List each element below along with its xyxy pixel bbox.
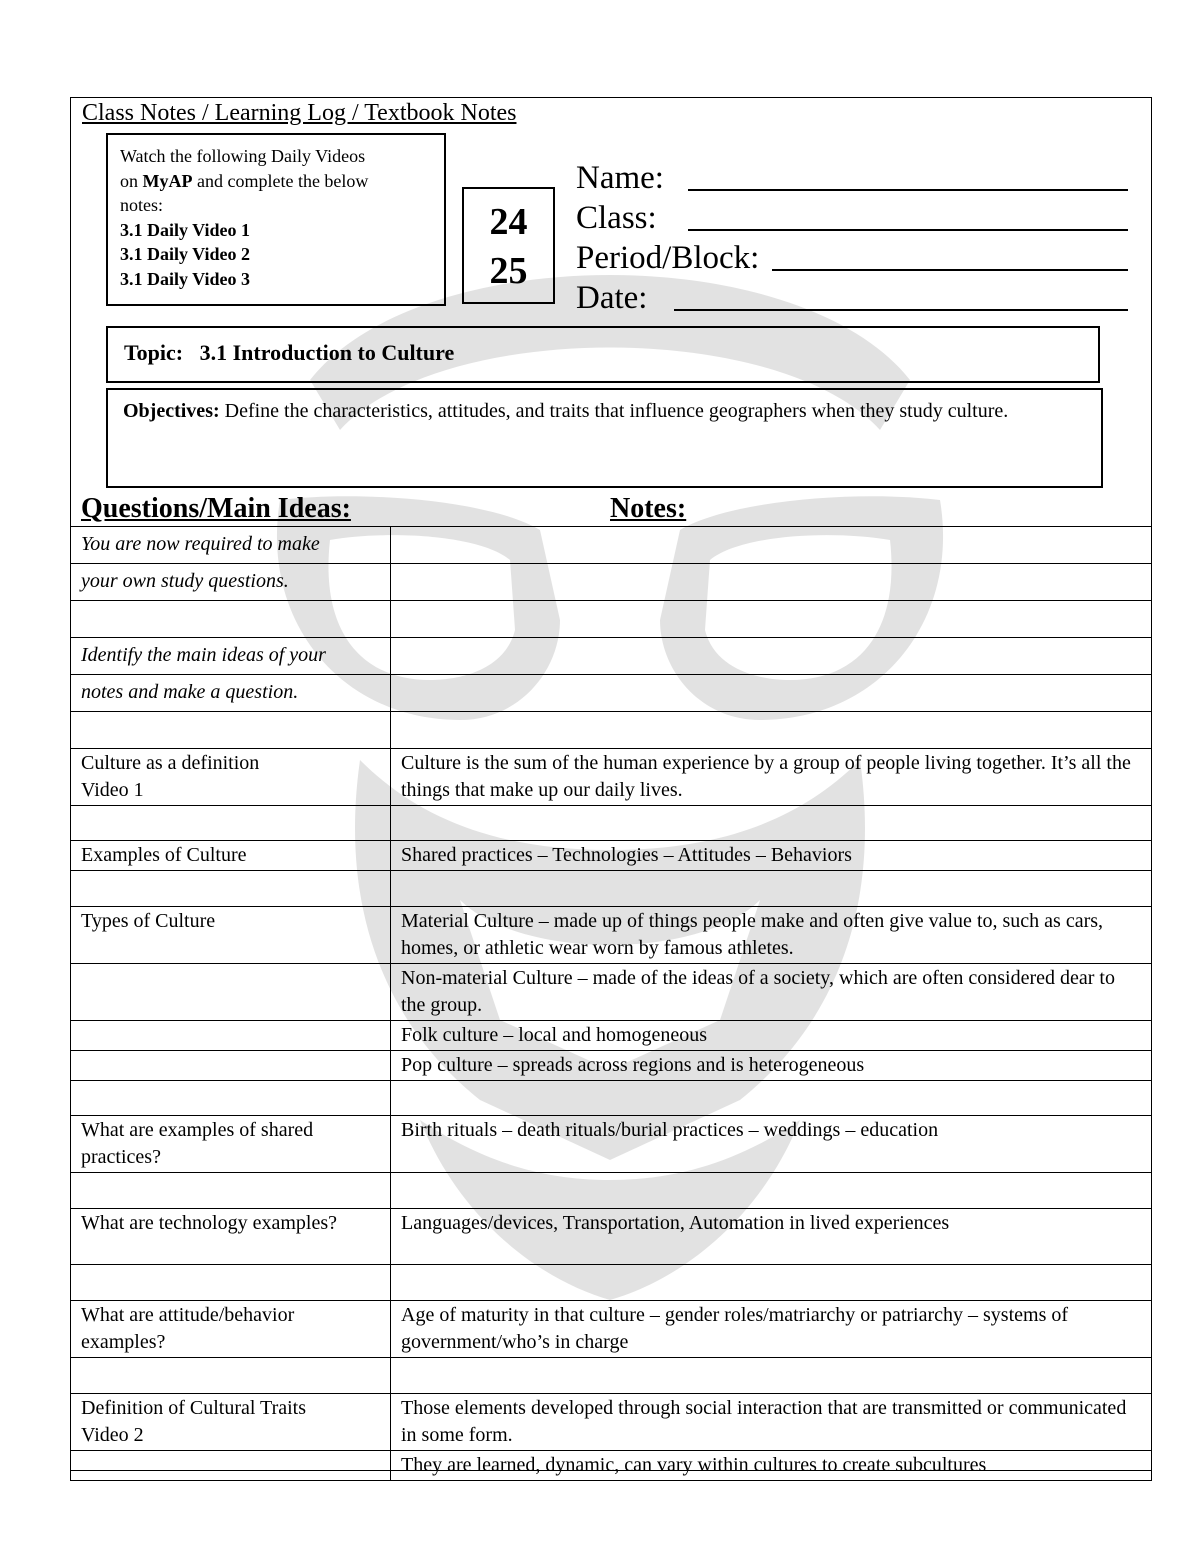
date-blank-line[interactable] bbox=[674, 309, 1128, 311]
notes-cell[interactable] bbox=[391, 527, 1152, 564]
question-cell[interactable] bbox=[71, 712, 391, 749]
name-label: Name: bbox=[576, 160, 664, 196]
date-label: Date: bbox=[576, 280, 648, 316]
objectives-text: Define the characteristics, attitudes, and traits that influence geographers when they study culture. bbox=[219, 400, 1009, 422]
question-cell[interactable] bbox=[71, 1021, 391, 1051]
table-row bbox=[71, 601, 1152, 638]
question-cell[interactable] bbox=[71, 1265, 391, 1301]
notes-cell[interactable]: Birth rituals – death rituals/burial practices – weddings – education bbox=[391, 1116, 1152, 1173]
notes-cell[interactable]: Age of maturity in that culture – gender roles/matriarchy or patriarchy – systems of government/who’s in charge bbox=[391, 1301, 1152, 1358]
year-end: 25 bbox=[489, 250, 528, 292]
table-row bbox=[71, 1116, 1152, 1173]
notes-cell[interactable]: Non-material Culture – made of the ideas of a society, which are often considered dear to the group. bbox=[391, 964, 1152, 1021]
table-row bbox=[71, 1451, 1152, 1481]
class-label: Class: bbox=[576, 200, 657, 236]
table-row bbox=[71, 1209, 1152, 1265]
table-row bbox=[71, 527, 1152, 564]
question-cell[interactable] bbox=[71, 1051, 391, 1081]
questions-column-heading: Questions/Main Ideas: bbox=[81, 493, 351, 524]
notes-cell[interactable]: Pop culture – spreads across regions and is heterogeneous bbox=[391, 1051, 1152, 1081]
notes-cell[interactable] bbox=[391, 564, 1152, 601]
question-cell[interactable] bbox=[71, 601, 391, 638]
period-blank-line[interactable] bbox=[772, 269, 1128, 271]
question-cell[interactable]: Types of Culture bbox=[71, 907, 391, 964]
table-row bbox=[71, 1173, 1152, 1209]
class-blank-line[interactable] bbox=[688, 229, 1128, 231]
notes-cell[interactable] bbox=[391, 1358, 1152, 1394]
table-row bbox=[71, 638, 1152, 675]
question-cell[interactable] bbox=[71, 1358, 391, 1394]
school-year-box bbox=[462, 187, 555, 304]
question-cell[interactable] bbox=[71, 1173, 391, 1209]
table-row bbox=[71, 907, 1152, 964]
notes-cell[interactable] bbox=[391, 1265, 1152, 1301]
table-row bbox=[71, 749, 1152, 806]
notes-cell[interactable] bbox=[391, 1173, 1152, 1209]
question-cell[interactable]: Identify the main ideas of your bbox=[71, 638, 391, 675]
table-row bbox=[71, 1301, 1152, 1358]
question-cell[interactable] bbox=[71, 964, 391, 1021]
notes-cell[interactable] bbox=[391, 871, 1152, 907]
notes-cell[interactable]: They are learned, dynamic, can vary within cultures to create subcultures bbox=[391, 1451, 1152, 1481]
cornell-notes-table bbox=[70, 526, 1152, 1481]
table-row bbox=[71, 1051, 1152, 1081]
question-cell[interactable]: What are examples of shared practices? bbox=[71, 1116, 391, 1173]
notes-cell[interactable]: Those elements developed through social interaction that are transmitted or communicated in some form. bbox=[391, 1394, 1152, 1451]
name-blank-line[interactable] bbox=[688, 189, 1128, 191]
question-cell[interactable]: What are technology examples? bbox=[71, 1209, 391, 1265]
question-cell[interactable] bbox=[71, 871, 391, 907]
table-row bbox=[71, 806, 1152, 841]
objectives-box bbox=[106, 388, 1103, 488]
video-item: 3.1 Daily Video 2 bbox=[120, 244, 251, 264]
table-row bbox=[71, 841, 1152, 871]
question-cell[interactable]: You are now required to make bbox=[71, 527, 391, 564]
notes-cell[interactable]: Culture is the sum of the human experience by a group of people living together. It’s all the things that make up our daily lives. bbox=[391, 749, 1152, 806]
table-row bbox=[71, 712, 1152, 749]
notes-cell[interactable] bbox=[391, 712, 1152, 749]
table-row bbox=[71, 675, 1152, 712]
topic-value: 3.1 Introduction to Culture bbox=[199, 340, 455, 365]
video-instructions-box bbox=[106, 133, 446, 306]
question-cell[interactable]: Definition of Cultural Traits Video 2 bbox=[71, 1394, 391, 1451]
notes-cell[interactable]: Folk culture – local and homogeneous bbox=[391, 1021, 1152, 1051]
notes-column-heading: Notes: bbox=[610, 493, 687, 524]
question-cell[interactable] bbox=[71, 806, 391, 841]
video-item: 3.1 Daily Video 3 bbox=[120, 268, 251, 289]
question-cell[interactable]: your own study questions. bbox=[71, 564, 391, 601]
video-instructions-line: notes: bbox=[120, 195, 163, 215]
topic-box bbox=[106, 326, 1100, 383]
table-row bbox=[71, 871, 1152, 907]
name-field-row[interactable] bbox=[576, 157, 1128, 197]
question-cell[interactable]: Examples of Culture bbox=[71, 841, 391, 871]
notes-cell[interactable] bbox=[391, 638, 1152, 675]
objectives-label: Objectives: bbox=[123, 400, 220, 422]
notes-cell[interactable]: Shared practices – Technologies – Attitudes – Behaviors bbox=[391, 841, 1152, 871]
notes-cell[interactable]: Languages/devices, Transportation, Automation in lived experiences bbox=[391, 1209, 1152, 1265]
page-title: Class Notes / Learning Log / Textbook Notes bbox=[82, 100, 517, 126]
myap-label: MyAP bbox=[142, 170, 193, 191]
topic-label: Topic: bbox=[124, 340, 184, 365]
question-cell[interactable] bbox=[71, 1081, 391, 1116]
date-field-row[interactable] bbox=[576, 277, 1128, 317]
student-info-fields bbox=[576, 157, 1128, 317]
table-row bbox=[71, 1265, 1152, 1301]
class-field-row[interactable] bbox=[576, 197, 1128, 237]
notes-cell[interactable] bbox=[391, 806, 1152, 841]
period-label: Period/Block: bbox=[576, 240, 760, 276]
table-row bbox=[71, 564, 1152, 601]
notes-cell[interactable] bbox=[391, 675, 1152, 712]
notes-cell[interactable] bbox=[391, 601, 1152, 638]
question-cell[interactable]: Culture as a definition Video 1 bbox=[71, 749, 391, 806]
question-cell[interactable] bbox=[71, 1451, 391, 1481]
table-row bbox=[71, 1021, 1152, 1051]
question-cell[interactable]: What are attitude/behavior examples? bbox=[71, 1301, 391, 1358]
question-cell[interactable]: notes and make a question. bbox=[71, 675, 391, 712]
video-item: 3.1 Daily Video 1 bbox=[120, 219, 251, 240]
notes-cell[interactable]: Material Culture – made up of things people make and often give value to, such as cars, homes, or athletic wear worn by famous athletes. bbox=[391, 907, 1152, 964]
table-row bbox=[71, 964, 1152, 1021]
video-instructions-line: Watch the following Daily Videos bbox=[120, 146, 366, 166]
video-instructions-line: on MyAP and complete the below bbox=[120, 170, 369, 191]
notes-cell[interactable] bbox=[391, 1081, 1152, 1116]
period-field-row[interactable] bbox=[576, 237, 1128, 277]
table-row bbox=[71, 1081, 1152, 1116]
table-row bbox=[71, 1394, 1152, 1451]
year-start: 24 bbox=[489, 201, 528, 243]
table-row bbox=[71, 1358, 1152, 1394]
